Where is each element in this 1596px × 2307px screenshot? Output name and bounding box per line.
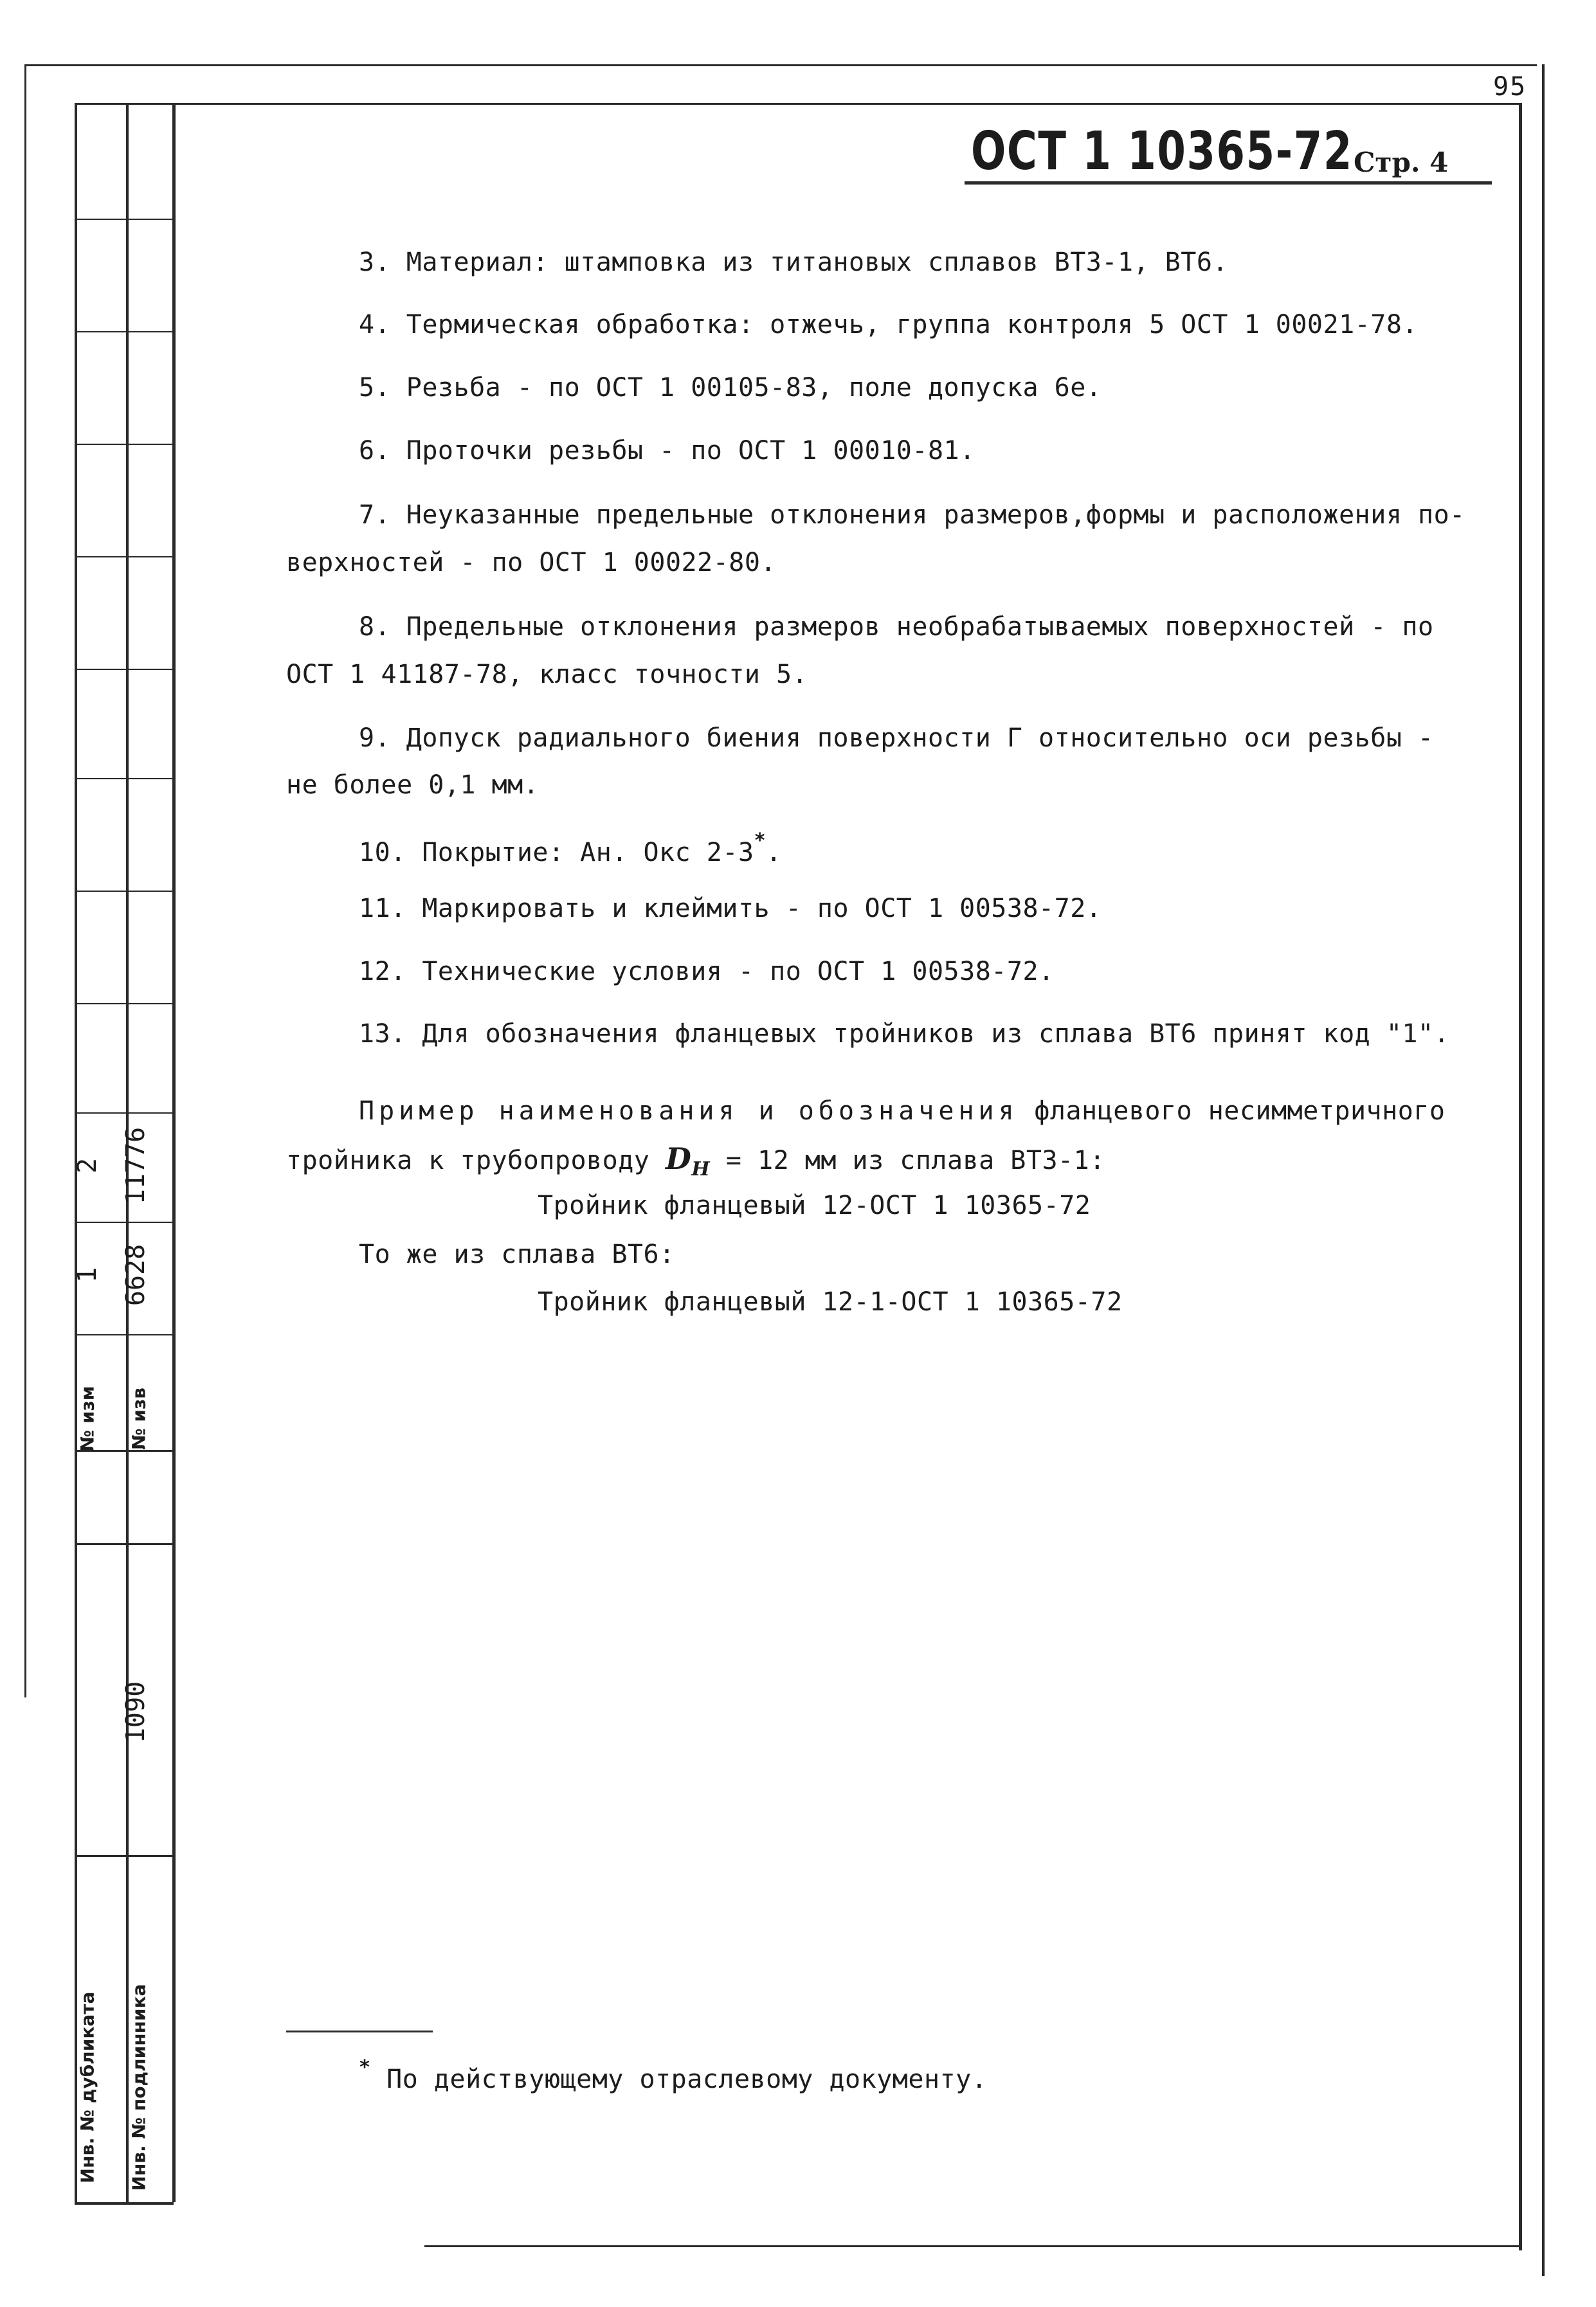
footnote-ref-marker: * xyxy=(754,829,766,852)
example-heading xyxy=(359,1096,1445,1126)
item-7-line-1: 7. Неуказанные предельные отклонения размеров,формы и расположения по- xyxy=(359,500,1465,530)
item-8-line-2: ОСТ 1 41187-78, класс точности 5. xyxy=(286,660,808,689)
header-underline xyxy=(965,181,1492,185)
example-heading-rest: фланцевого несимметричного xyxy=(1034,1096,1446,1126)
stamp-grid-line xyxy=(75,1543,172,1545)
item-5: 5. Резьба - по ОСТ 1 00105-83, поле допуска 6е. xyxy=(359,373,1102,403)
stamp-grid-line xyxy=(75,1334,172,1335)
item-3: 3. Материал: штамповка из титановых сплавов ВТ3-1, ВТ6. xyxy=(359,248,1229,277)
page-label: Стр. 4 xyxy=(1354,147,1449,178)
stamp-grid-line xyxy=(75,219,172,220)
stamp-grid-line xyxy=(75,1855,172,1857)
item-9-line-2: не более 0,1 мм. xyxy=(286,770,540,800)
example-heading-spaced: Пример наименования и обозначения xyxy=(359,1096,1019,1126)
item-7-line-2: верхностей - по ОСТ 1 00022-80. xyxy=(286,548,777,577)
item-10-text: 10. Покрытие: Ан. Окс 2-3 xyxy=(359,838,754,867)
original-inventory-label: Инв. № подлинника xyxy=(128,1984,150,2191)
stamp-grid-line xyxy=(75,331,172,332)
item-11: 11. Маркировать и клеймить - по ОСТ 1 00538-72. xyxy=(359,894,1102,923)
notice-2: 11776 xyxy=(121,1126,150,1205)
footnote-marker: * xyxy=(359,2056,371,2079)
footnote-text: По действующему отраслевому документу. xyxy=(386,2065,988,2094)
revision-1: 1 xyxy=(73,1267,102,1283)
dh-symbol: $D_H$ xyxy=(665,1141,711,1181)
item-4: 4. Термическая обработка: отжечь, группа контроля 5 ОСТ 1 00021-78. xyxy=(359,310,1418,339)
notice-number-label: № изв xyxy=(128,1387,150,1451)
item-10 xyxy=(359,829,782,867)
frame-bottom-line xyxy=(424,2245,1521,2247)
example-line-2-b: = 12 мм из сплава ВТ3-1: xyxy=(725,1146,1105,1175)
stamp-grid-line xyxy=(75,556,172,557)
item-6: 6. Проточки резьбы - по ОСТ 1 00010-81. xyxy=(359,436,975,466)
item-12: 12. Технические условия - по ОСТ 1 00538-72. xyxy=(359,957,1055,986)
frame-top-line xyxy=(26,64,1537,66)
example-line-2 xyxy=(286,1141,1105,1181)
original-inventory-number: 1090 xyxy=(121,1681,150,1744)
notice-1: 6628 xyxy=(121,1244,150,1307)
item-10-period: . xyxy=(766,838,782,867)
item-8-line-1: 8. Предельные отклонения размеров необрабатываемых поверхностей - по xyxy=(359,612,1434,642)
revision-number-label: № изм xyxy=(77,1386,98,1452)
stamp-top-line xyxy=(75,103,1521,105)
stamp-grid-line xyxy=(75,891,172,892)
footnote xyxy=(359,2056,987,2094)
designation-2: Тройник фланцевый 12-1-ОСТ 1 10365-72 xyxy=(538,1287,1123,1317)
designation-1: Тройник фланцевый 12-ОСТ 1 10365-72 xyxy=(538,1191,1091,1220)
example-line-2-a: тройника к трубопроводу xyxy=(286,1146,650,1175)
duplicate-inventory-label: Инв. № дубликата xyxy=(77,1991,98,2184)
document-code: ОСТ 1 10365-72 xyxy=(971,121,1353,182)
page-number: 95 xyxy=(1493,72,1527,102)
frame-left-line xyxy=(24,64,26,1697)
footnote-rule xyxy=(286,2031,433,2032)
stamp-grid-line xyxy=(75,444,172,445)
stamp-grid-line xyxy=(75,1003,172,1004)
stamp-col-line-3 xyxy=(172,103,176,2202)
same-from-line: То же из сплава ВТ6: xyxy=(359,1240,675,1269)
item-13: 13. Для обозначения фланцевых тройников из сплава ВТ6 принят код "1". xyxy=(359,1019,1450,1049)
frame-right-inner-line xyxy=(1519,103,1522,2250)
stamp-grid-line xyxy=(75,669,172,670)
stamp-grid-line xyxy=(75,1112,172,1114)
stamp-grid-line xyxy=(75,1222,172,1223)
revision-2: 2 xyxy=(73,1157,102,1174)
item-9-line-1: 9. Допуск радиального биения поверхности Г относительно оси резьбы - xyxy=(359,723,1434,753)
stamp-grid-line xyxy=(75,778,172,779)
frame-right-outer-line xyxy=(1542,64,1545,2276)
